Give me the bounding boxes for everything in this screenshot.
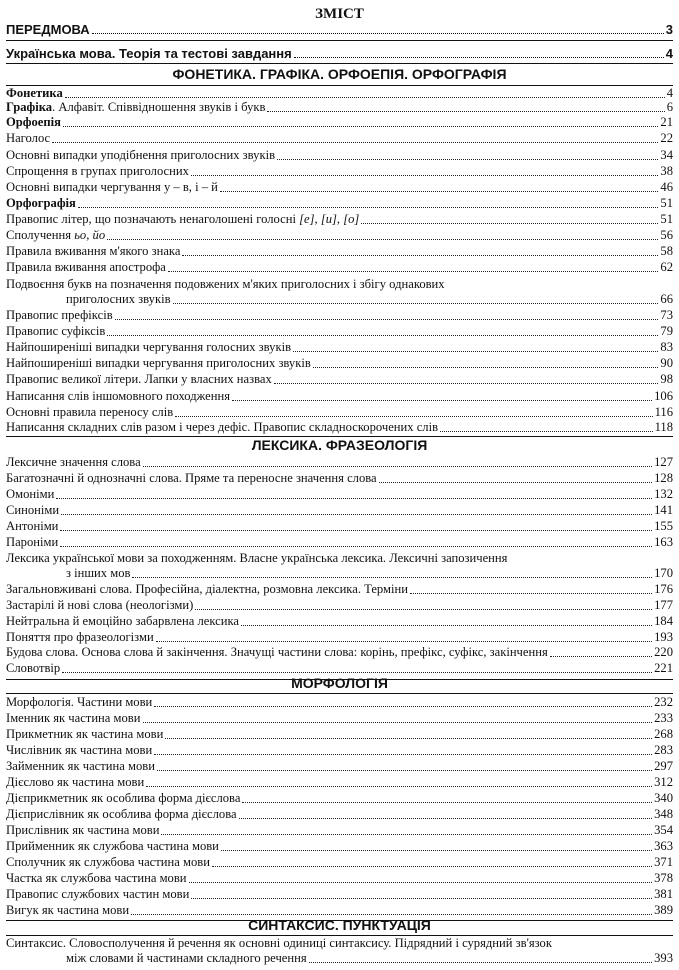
page-number: 312 xyxy=(654,775,673,789)
entry-label: Пароніми xyxy=(6,535,59,549)
toc-entry[interactable] xyxy=(6,420,673,435)
page-number: 193 xyxy=(654,630,673,644)
toc-entry[interactable] xyxy=(6,115,673,130)
dot-leader xyxy=(191,897,652,899)
dot-leader xyxy=(313,366,659,368)
page-number: 106 xyxy=(654,389,673,403)
dot-leader xyxy=(239,817,653,819)
page-number: 283 xyxy=(654,743,673,757)
page-number: 371 xyxy=(654,855,673,869)
dot-leader xyxy=(232,399,652,401)
entry-label: Багатозначні й однозначні слова. Пряме та переносне значення слова xyxy=(6,471,377,485)
dot-leader xyxy=(277,158,658,160)
toc-entry-continuation[interactable] xyxy=(66,951,673,966)
toc-entry[interactable] xyxy=(6,471,673,486)
entry-label: Загальновживані слова. Професійна, діалектна, розмовна лексика. Терміни xyxy=(6,582,408,596)
entry-label: Частка як службова частина мови xyxy=(6,871,187,885)
page-number: 3 xyxy=(665,22,673,37)
toc-entry[interactable] xyxy=(6,871,673,886)
page-number: 389 xyxy=(654,903,673,917)
toc-entry[interactable] xyxy=(6,855,673,870)
toc-entry[interactable] xyxy=(6,743,673,758)
dot-leader xyxy=(154,705,652,707)
entry-label: Дієприкметник як особлива форма дієслова xyxy=(6,791,241,805)
dot-leader xyxy=(157,769,652,771)
entry-label: Основні випадки чергування у – в, і – й xyxy=(6,180,218,194)
dot-leader xyxy=(107,238,658,240)
entry-label xyxy=(6,228,105,243)
toc-entry[interactable] xyxy=(6,759,673,774)
page-number: 56 xyxy=(660,228,673,242)
toc-entry[interactable] xyxy=(6,823,673,838)
toc-entry[interactable] xyxy=(6,791,673,806)
dot-leader xyxy=(92,32,664,34)
entry-label: Займенник як частина мови xyxy=(6,759,155,773)
toc-entry[interactable] xyxy=(6,598,673,613)
toc-entry[interactable] xyxy=(6,695,673,710)
entry-label: Синтаксис. Словосполучення й речення як основні одиниці синтаксису. Підрядний і сурядний зв'язок xyxy=(6,936,552,950)
entry-label: Спрощення в групах приголосних xyxy=(6,164,189,178)
page-number: 128 xyxy=(654,471,673,485)
toc-entry[interactable] xyxy=(6,887,673,902)
page-number: 354 xyxy=(654,823,673,837)
dot-leader xyxy=(182,254,658,256)
page-number: 46 xyxy=(660,180,673,194)
page-number: 170 xyxy=(654,566,673,580)
dot-leader xyxy=(161,833,652,835)
toc-entry[interactable] xyxy=(6,228,673,243)
dot-leader xyxy=(267,110,664,112)
page-number: 62 xyxy=(660,260,673,274)
entry-label: Правопис службових частин мови xyxy=(6,887,190,901)
page-number: 118 xyxy=(654,420,673,434)
dot-leader xyxy=(274,382,659,384)
entry-label-italic: [е], [и], [о] xyxy=(299,212,360,226)
dot-leader xyxy=(361,222,658,224)
dot-leader xyxy=(132,576,652,578)
page-number: 6 xyxy=(666,100,673,114)
toc-entry[interactable] xyxy=(6,519,673,534)
toc-entry[interactable] xyxy=(6,711,673,726)
dot-leader xyxy=(60,529,652,531)
entry-label: Антоніми xyxy=(6,519,59,533)
page-number: 232 xyxy=(654,695,673,709)
entry-label: Фонетика xyxy=(6,86,63,100)
entry-label: ПЕРЕДМОВА xyxy=(6,22,90,37)
entry-label: Застарілі й нові слова (неологізми) xyxy=(6,598,194,612)
page-number: 141 xyxy=(654,503,673,517)
page-number: 79 xyxy=(660,324,673,338)
entry-label: Прислівник як частина мови xyxy=(6,823,160,837)
entry-label: Правила вживання м'якого знака xyxy=(6,244,181,258)
toc-entry[interactable] xyxy=(6,614,673,629)
toc-entry[interactable] xyxy=(6,196,673,211)
entry-label: Найпоширеніші випадки чергування голосних звуків xyxy=(6,340,292,354)
page-number: 22 xyxy=(660,131,673,145)
toc-entry[interactable] xyxy=(6,645,673,660)
page-number: 51 xyxy=(660,196,673,210)
dot-leader xyxy=(379,481,652,483)
page-number: 4 xyxy=(666,86,673,100)
page-number: 176 xyxy=(654,582,673,596)
toc-entry-intro[interactable] xyxy=(6,46,673,61)
entry-label-cont: приголосних звуків xyxy=(66,292,171,306)
page-number: 155 xyxy=(654,519,673,533)
dot-leader xyxy=(143,721,653,723)
section-heading-morfologiya: МОРФОЛОГІЯ xyxy=(291,675,388,691)
dot-leader xyxy=(63,125,658,127)
page-number: 268 xyxy=(654,727,673,741)
page-number: 378 xyxy=(654,871,673,885)
entry-label: Правопис великої літери. Лапки у власних назвах xyxy=(6,372,272,386)
page-number: 116 xyxy=(654,405,673,419)
page-number: 83 xyxy=(660,340,673,354)
page-number: 21 xyxy=(660,115,673,129)
toc-entry[interactable] xyxy=(6,903,673,918)
dot-leader xyxy=(165,737,652,739)
entry-label: Дієприслівник як особлива форма дієслова xyxy=(6,807,237,821)
toc-entry[interactable] xyxy=(6,308,673,323)
toc-entry[interactable] xyxy=(6,727,673,742)
dot-leader xyxy=(440,430,653,432)
toc-entry[interactable] xyxy=(6,180,673,195)
entry-label-bold: Графіка xyxy=(6,100,53,114)
toc-entry[interactable] xyxy=(6,244,673,259)
page-number: 348 xyxy=(654,807,673,821)
entry-label-plain: Правопис літер, що позначають ненаголошені голосні xyxy=(6,212,300,226)
entry-label: Найпоширеніші випадки чергування приголосних звуків xyxy=(6,356,311,370)
dot-leader xyxy=(410,592,652,594)
toc-entry[interactable] xyxy=(6,100,673,115)
dot-leader xyxy=(107,334,658,336)
toc-entry[interactable] xyxy=(6,340,673,355)
toc-entry[interactable] xyxy=(6,775,673,790)
entry-label: Правила вживання апострофа xyxy=(6,260,166,274)
entry-label: Орфографія xyxy=(6,196,76,210)
entry-label: Українська мова. Теорія та тестові завдання xyxy=(6,46,292,61)
toc-entry[interactable] xyxy=(6,164,673,179)
toc-entry[interactable] xyxy=(6,389,673,404)
page-number: 363 xyxy=(654,839,673,853)
toc-entry-continuation[interactable] xyxy=(66,566,673,581)
toc-entry-first-line[interactable] xyxy=(6,277,673,292)
entry-label: Синоніми xyxy=(6,503,60,517)
dot-leader xyxy=(212,865,652,867)
entry-label: Будова слова. Основа слова й закінчення. Значущі частини слова: корінь, префікс, суфікс, закінчення xyxy=(6,645,548,659)
toc-entry[interactable] xyxy=(6,324,673,339)
dot-leader xyxy=(550,655,652,657)
entry-label-cont: між словами й частинами складного речення xyxy=(66,951,307,965)
page-number: 184 xyxy=(654,614,673,628)
toc-entry[interactable] xyxy=(6,582,673,597)
dot-leader xyxy=(242,801,652,803)
page-number: 297 xyxy=(654,759,673,773)
section-heading-leksyka: ЛЕКСИКА. ФРАЗЕОЛОГІЯ xyxy=(251,437,428,453)
page-number: 163 xyxy=(654,535,673,549)
dot-leader xyxy=(78,206,659,208)
page-number: 90 xyxy=(660,356,673,370)
toc-entry-first-line[interactable] xyxy=(6,936,673,951)
entry-label: Морфологія. Частини мови xyxy=(6,695,153,709)
toc-entry[interactable] xyxy=(6,839,673,854)
page-number: 233 xyxy=(654,711,673,725)
dot-leader xyxy=(241,624,652,626)
page-number: 340 xyxy=(654,791,673,805)
toc-entry[interactable] xyxy=(6,405,673,420)
dot-leader xyxy=(221,849,652,851)
toc-entry-preface[interactable] xyxy=(6,22,673,37)
entry-label: Числівник як частина мови xyxy=(6,743,153,757)
entry-label-cont: з інших мов xyxy=(66,566,131,580)
toc-entry[interactable] xyxy=(6,661,673,676)
entry-label xyxy=(6,212,359,227)
entry-label: Омоніми xyxy=(6,487,55,501)
entry-label: Поняття про фразеологізми xyxy=(6,630,154,644)
page-number: 221 xyxy=(654,661,673,675)
dot-leader xyxy=(191,174,658,176)
page-number: 58 xyxy=(660,244,673,258)
toc-entry[interactable] xyxy=(6,148,673,163)
entry-label-plain: Сполучення xyxy=(6,228,75,242)
dot-leader xyxy=(189,881,653,883)
dot-leader xyxy=(131,913,652,915)
toc-entry[interactable] xyxy=(6,807,673,822)
entry-label-rest: . Алфавіт. Співвідношення звуків і букв xyxy=(52,100,266,114)
toc-entry[interactable] xyxy=(6,131,673,146)
dot-leader xyxy=(175,415,652,417)
entry-label: Правопис префіксів xyxy=(6,308,113,322)
entry-label: Сполучник як службова частина мови xyxy=(6,855,210,869)
dot-leader xyxy=(62,671,652,673)
entry-label: Написання слів іншомовного походження xyxy=(6,389,231,403)
divider xyxy=(6,63,673,64)
entry-label: Іменник як частина мови xyxy=(6,711,141,725)
entry-label: Прийменник як службова частина мови xyxy=(6,839,219,853)
page-number: 177 xyxy=(654,598,673,612)
entry-label: Основні випадки уподібнення приголосних звуків xyxy=(6,148,276,162)
toc-entry[interactable] xyxy=(6,212,673,227)
page-number: 73 xyxy=(660,308,673,322)
page-number: 38 xyxy=(660,164,673,178)
dot-leader xyxy=(52,141,658,143)
toc-entry[interactable] xyxy=(6,356,673,371)
entry-label xyxy=(6,100,265,115)
toc-entry[interactable] xyxy=(6,86,673,101)
toc-entry[interactable] xyxy=(6,487,673,502)
entry-label-italic: ьо, йо xyxy=(74,228,106,242)
page-number: 132 xyxy=(654,487,673,501)
page-title: ЗМІСТ xyxy=(315,6,364,22)
section-heading-fonetyka: ФОНЕТИКА. ГРАФІКА. ОРФОЕПІЯ. ОРФОГРАФІЯ xyxy=(172,66,507,82)
entry-label: Дієслово як частина мови xyxy=(6,775,145,789)
entry-label: Вигук як частина мови xyxy=(6,903,130,917)
divider xyxy=(6,40,673,41)
dot-leader xyxy=(293,350,658,352)
toc-entry[interactable] xyxy=(6,503,673,518)
dot-leader xyxy=(143,465,652,467)
dot-leader xyxy=(65,96,665,98)
page-number: 4 xyxy=(665,46,673,61)
dot-leader xyxy=(220,190,658,192)
page-number: 381 xyxy=(654,887,673,901)
entry-label: Словотвір xyxy=(6,661,61,675)
toc-entry-continuation[interactable] xyxy=(66,292,673,307)
dot-leader xyxy=(146,785,652,787)
entry-label: Правопис суфіксів xyxy=(6,324,106,338)
dot-leader xyxy=(56,497,652,499)
dot-leader xyxy=(309,961,652,963)
dot-leader xyxy=(195,608,652,610)
page-number: 34 xyxy=(660,148,673,162)
entry-label: Лексика української мови за походженням. Власне українська лексика. Лексичні запозичення xyxy=(6,551,508,565)
entry-label: Написання складних слів разом і через дефіс. Правопис складноскорочених слів xyxy=(6,420,439,434)
toc-entry[interactable] xyxy=(6,455,673,470)
page-number: 127 xyxy=(654,455,673,469)
divider xyxy=(6,693,673,694)
dot-leader xyxy=(60,545,652,547)
page-number: 220 xyxy=(654,645,673,659)
entry-label: Орфоепія xyxy=(6,115,61,129)
entry-label: Нейтральна й емоційно забарвлена лексика xyxy=(6,614,240,628)
page-number: 393 xyxy=(654,951,673,965)
dot-leader xyxy=(294,56,664,58)
toc-entry-first-line[interactable] xyxy=(6,551,673,566)
dot-leader xyxy=(154,753,652,755)
dot-leader xyxy=(173,302,659,304)
page-number: 51 xyxy=(660,212,673,226)
entry-label: Наголос xyxy=(6,131,51,145)
page-number: 98 xyxy=(660,372,673,386)
toc-entry[interactable] xyxy=(6,372,673,387)
entry-label: Подвоєння букв на позначення подовжених м'яких приголосних і збігу однакових xyxy=(6,277,445,291)
section-heading-syntaksys: СИНТАКСИС. ПУНКТУАЦІЯ xyxy=(248,917,431,933)
entry-label: Прикметник як частина мови xyxy=(6,727,164,741)
entry-label: Основні правила переносу слів xyxy=(6,405,174,419)
toc-entry[interactable] xyxy=(6,630,673,645)
toc-entry[interactable] xyxy=(6,260,673,275)
dot-leader xyxy=(168,270,659,272)
entry-label: Лексичне значення слова xyxy=(6,455,141,469)
page-number: 66 xyxy=(660,292,673,306)
toc-entry[interactable] xyxy=(6,535,673,550)
dot-leader xyxy=(61,513,652,515)
dot-leader xyxy=(156,640,652,642)
dot-leader xyxy=(115,318,659,320)
